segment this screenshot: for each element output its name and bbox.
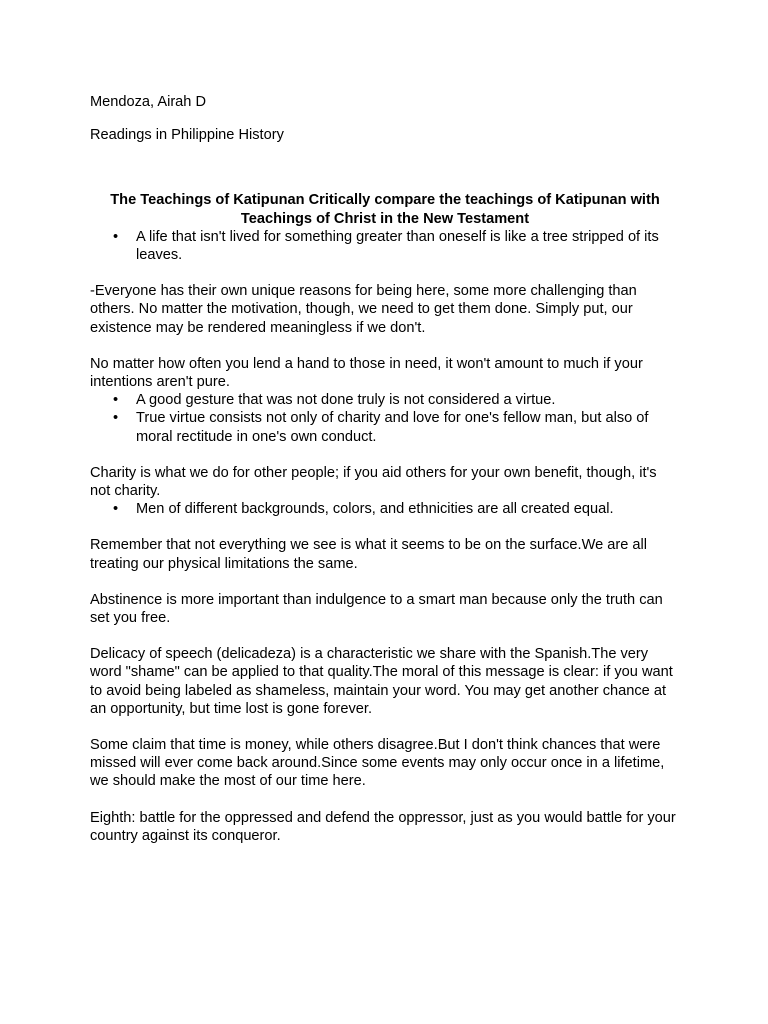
paragraph-4: Remember that not everything we see is what it seems to be on the surface.We are all treating our physical limitations the same. bbox=[90, 537, 647, 572]
author-name: Mendoza, Airah D bbox=[90, 94, 207, 110]
paragraph-7: Some claim that time is money, while others disagree.But I don't think chances that were missed will ever come back around.Since some events may only occur once in a lifetime, we should make the most of our time here. bbox=[90, 737, 665, 790]
list-item bbox=[90, 391, 680, 409]
document-page bbox=[90, 93, 680, 845]
list-item-text: A good gesture that was not done truly is not considered a virtue. bbox=[136, 392, 556, 409]
list-item bbox=[90, 500, 680, 518]
bullet-list-2 bbox=[90, 391, 680, 446]
bullet-icon: • bbox=[113, 410, 119, 427]
list-item bbox=[90, 409, 680, 445]
list-item-text: A life that isn't lived for something greater than oneself is like a tree stripped of its leaves. bbox=[136, 228, 659, 264]
bullet-icon: • bbox=[113, 501, 119, 518]
paragraph-3: Charity is what we do for other people; if you aid others for your own benefit, though, it's not charity. bbox=[90, 464, 657, 500]
bullet-list-3 bbox=[90, 500, 680, 518]
bullet-icon: • bbox=[113, 228, 119, 245]
list-item bbox=[90, 228, 680, 264]
paragraph-2: No matter how often you lend a hand to those in need, it won't amount to much if your intentions aren't pure. bbox=[90, 355, 643, 391]
paragraph-8: Eighth: battle for the oppressed and defend the oppressor, just as you would battle for your country against its conqueror. bbox=[90, 809, 676, 844]
list-item-text: True virtue consists not only of charity and love for one's fellow man, but also of moral rectitude in one's own conduct. bbox=[136, 410, 649, 445]
paragraph-6: Delicacy of speech (delicadeza) is a characteristic we share with the Spanish.The very word "shame" can be applied to that quality.The moral of this message is clear: if you want to avoid being labeled as shameless, maintain your word. You may get another chance at an opportunity, but time lost is gone forever. bbox=[90, 646, 673, 717]
paragraph-1: -Everyone has their own unique reasons for being here, some more challenging than others. No matter the motivation, though, we need to get them done. Simply put, our existence may be rendered meaningless if we don't. bbox=[90, 283, 637, 336]
bullet-list-1 bbox=[90, 228, 680, 264]
bullet-icon: • bbox=[113, 392, 119, 409]
list-item-text: Men of different backgrounds, colors, and ethnicities are all created equal. bbox=[136, 501, 614, 518]
paragraph-5: Abstinence is more important than indulgence to a smart man because only the truth can set you free. bbox=[90, 591, 663, 627]
document-title: The Teachings of Katipunan Critically compare the teachings of Katipunan with Teachings of Christ in the New Testament bbox=[110, 192, 660, 227]
course-name: Readings in Philippine History bbox=[90, 127, 284, 144]
